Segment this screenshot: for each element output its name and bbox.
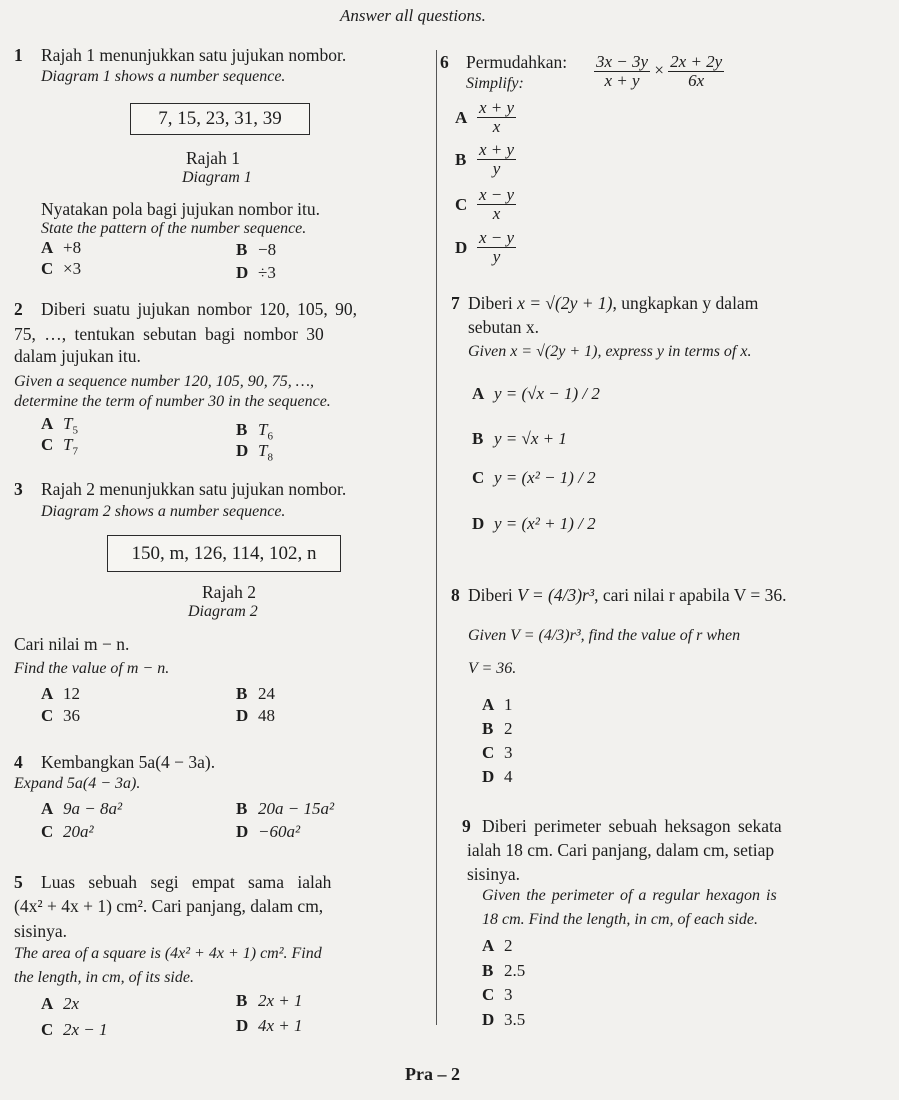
- q4-text-en: Expand 5a(4 − 3a).: [14, 775, 141, 792]
- q3-text-bm: Rajah 2 menunjukkan satu jujukan nombor.: [41, 479, 347, 499]
- q1-caption-en: Diagram 1: [182, 169, 252, 186]
- page-footer: Pra – 2: [405, 1064, 460, 1084]
- q1-option-c[interactable]: C ×3: [41, 259, 82, 278]
- q4-number: 4: [14, 752, 23, 772]
- q9-text-en-1: Given the perimeter of a regular hexagon is: [482, 887, 777, 904]
- q9-text-bm-3: sisinya.: [467, 864, 520, 884]
- q3-option-a[interactable]: A 12: [41, 684, 80, 703]
- q7-text-bm-2: sebutan x.: [468, 317, 539, 337]
- q3-ask-en: Find the value of m − n.: [14, 660, 170, 677]
- q8-text-bm: Diberi V = (4/3)r³, cari nilai r apabila V = 36.: [468, 585, 787, 605]
- q3-number: 3: [14, 479, 23, 499]
- q7-text-en: Given x = √(2y + 1), express y in terms of x.: [468, 343, 752, 360]
- q9-text-en-2: 18 cm. Find the length, in cm, of each side.: [482, 911, 758, 928]
- q8-equation: V = (4/3)r³: [517, 585, 595, 605]
- q6-option-a[interactable]: A $\frac{x + y}{x}$: [455, 98, 515, 136]
- q6-option-b[interactable]: B $\frac{x + y}{y}$: [455, 140, 515, 178]
- q7-text-bm-1: Diberi x = √(2y + 1), ungkapkan y dalam: [468, 293, 759, 313]
- q1-ask-en: State the pattern of the number sequence.: [41, 220, 307, 237]
- q2-text-bm-1: Diberi suatu jujukan nombor 120, 105, 90,: [41, 299, 357, 319]
- q3-sequence-box: 150, m, 126, 114, 102, n: [107, 535, 341, 572]
- q2-option-a[interactable]: A $T_5$: [41, 414, 78, 437]
- q5-text-bm-1: Luas sebuah segi empat sama ialah: [41, 872, 332, 892]
- q8-option-b[interactable]: B 2: [482, 719, 513, 738]
- q9-text-bm-2: ialah 18 cm. Cari panjang, dalam cm, setiap: [467, 840, 775, 860]
- q1-caption-bm: Rajah 1: [186, 148, 240, 168]
- q5-text-bm-2: (4x² + 4x + 1) cm². Cari panjang, dalam cm,: [14, 896, 324, 916]
- q1-option-a[interactable]: A +8: [41, 238, 82, 257]
- q7-number: 7: [451, 293, 460, 313]
- q9-number: 9: [462, 816, 471, 836]
- q1-text-en: Diagram 1 shows a number sequence.: [41, 68, 286, 85]
- q4-option-c[interactable]: C 20a²: [41, 822, 94, 841]
- q6-text-bm: Permudahkan:: [466, 52, 568, 72]
- q1-number: 1: [14, 45, 23, 65]
- q6-text-en: Simplify:: [466, 75, 524, 92]
- q9-option-d[interactable]: D 3.5: [482, 1010, 526, 1029]
- q2-text-bm-3: dalam jujukan itu.: [14, 346, 141, 366]
- q3-option-b[interactable]: B 24: [236, 684, 275, 703]
- q1-option-d[interactable]: D ÷3: [236, 263, 276, 282]
- q4-option-b[interactable]: B 20a − 15a²: [236, 799, 335, 818]
- q5-number: 5: [14, 872, 23, 892]
- q2-option-d[interactable]: D $T_8$: [236, 441, 273, 464]
- q7-option-d[interactable]: D y = (x² + 1) / 2: [472, 514, 596, 533]
- q3-option-c[interactable]: C 36: [41, 706, 80, 725]
- q9-option-a[interactable]: A 2: [482, 936, 513, 955]
- q1-text-bm: Rajah 1 menunjukkan satu jujukan nombor.: [41, 45, 347, 65]
- q6-fraction-1: $\frac{3x - 3y}{x + y}$: [596, 52, 649, 90]
- q2-option-c[interactable]: C $T_7$: [41, 435, 78, 458]
- q5-option-c[interactable]: C 2x − 1: [41, 1020, 108, 1039]
- q1-sequence-box: 7, 15, 23, 31, 39: [130, 103, 310, 135]
- q7-equation: x = √(2y + 1): [517, 293, 613, 313]
- q3-option-d[interactable]: D 48: [236, 706, 275, 725]
- q1-ask-bm: Nyatakan pola bagi jujukan nombor itu.: [41, 199, 320, 219]
- q6-expression: $\frac{3x - 3y}{x + y}$ × $\frac{2x + 2y}{6x}$: [596, 52, 723, 90]
- q8-option-a[interactable]: A 1: [482, 695, 513, 714]
- q6-number: 6: [440, 52, 449, 72]
- q3-text-en: Diagram 2 shows a number sequence.: [41, 503, 286, 520]
- q4-option-a[interactable]: A 9a − 8a²: [41, 799, 123, 818]
- q8-option-d[interactable]: D 4: [482, 767, 513, 786]
- q5-text-en-1: The area of a square is (4x² + 4x + 1) cm². Find: [14, 945, 322, 962]
- q8-option-c[interactable]: C 3: [482, 743, 513, 762]
- q5-option-b[interactable]: B 2x + 1: [236, 991, 303, 1010]
- q8-text-en-1: Given V = (4/3)r³, find the value of r when: [468, 627, 741, 644]
- q3-ask-bm: Cari nilai m − n.: [14, 634, 130, 654]
- page-header: Answer all questions.: [340, 6, 486, 25]
- q7-option-a[interactable]: A y = (√x − 1) / 2: [472, 384, 600, 403]
- q8-text-en-2: V = 36.: [468, 660, 517, 677]
- q5-option-d[interactable]: D 4x + 1: [236, 1016, 303, 1035]
- q9-text-bm-1: Diberi perimeter sebuah heksagon sekata: [482, 816, 782, 836]
- q2-text-en-2: determine the term of number 30 in the sequence.: [14, 393, 331, 410]
- q7-option-b[interactable]: B y = √x + 1: [472, 429, 567, 448]
- q9-option-c[interactable]: C 3: [482, 985, 513, 1004]
- q2-option-b[interactable]: B $T_6$: [236, 420, 273, 443]
- q7-option-c[interactable]: C y = (x² − 1) / 2: [472, 468, 596, 487]
- q2-text-bm-2: 75, …, tentukan sebutan bagi nombor 30: [14, 324, 324, 344]
- q3-caption-bm: Rajah 2: [202, 582, 256, 602]
- q4-text-bm: Kembangkan 5a(4 − 3a).: [41, 752, 216, 772]
- q6-option-c[interactable]: C $\frac{x - y}{x}$: [455, 185, 515, 223]
- column-divider: [436, 50, 437, 1025]
- q4-option-d[interactable]: D −60a²: [236, 822, 301, 841]
- q5-option-a[interactable]: A 2x: [41, 994, 80, 1013]
- q2-number: 2: [14, 299, 23, 319]
- q5-text-bm-3: sisinya.: [14, 921, 67, 941]
- q8-number: 8: [451, 585, 460, 605]
- q6-option-d[interactable]: D $\frac{x - y}{y}$: [455, 228, 515, 266]
- q2-text-en-1: Given a sequence number 120, 105, 90, 75, …,: [14, 373, 314, 390]
- q9-option-b[interactable]: B 2.5: [482, 961, 526, 980]
- q1-option-b[interactable]: B −8: [236, 240, 277, 259]
- q6-fraction-2: $\frac{2x + 2y}{6x}$: [670, 52, 723, 90]
- q3-caption-en: Diagram 2: [188, 603, 258, 620]
- q5-text-en-2: the length, in cm, of its side.: [14, 969, 194, 986]
